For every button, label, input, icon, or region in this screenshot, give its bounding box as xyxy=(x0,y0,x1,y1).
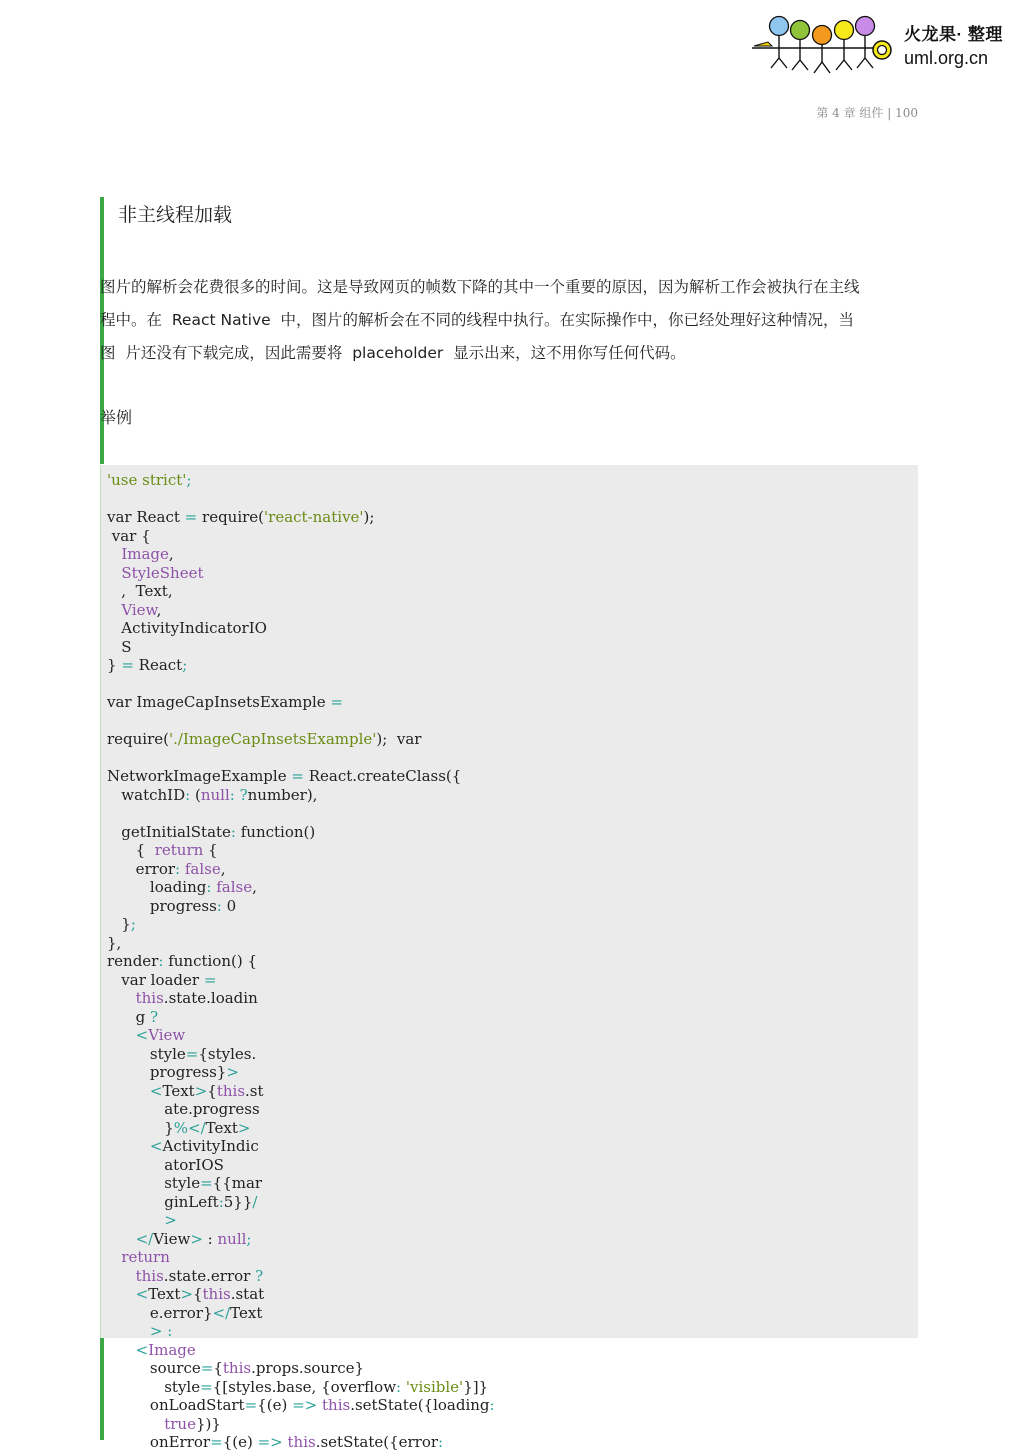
code-line xyxy=(107,1156,495,1175)
code-line xyxy=(107,1211,495,1230)
code-token: ? xyxy=(239,785,248,804)
code-line xyxy=(107,841,495,860)
code-line xyxy=(107,1415,495,1434)
code-line xyxy=(107,638,495,657)
code-token xyxy=(107,1341,136,1359)
code-token: < xyxy=(135,1340,149,1359)
code-token: .props.source} xyxy=(251,1359,365,1377)
code-token: > xyxy=(164,1211,177,1229)
code-token: : xyxy=(202,1229,218,1248)
code-token: > : xyxy=(149,1322,173,1340)
code-token: require( xyxy=(107,730,170,748)
code-line xyxy=(107,730,495,749)
code-line xyxy=(107,1137,495,1156)
code-token: var loader xyxy=(107,970,204,989)
code-token: e.error} xyxy=(107,1303,213,1322)
code-token: render xyxy=(107,952,159,970)
code-line xyxy=(107,656,495,675)
code-token: return xyxy=(154,841,204,859)
code-token: > xyxy=(226,1063,239,1081)
code-token: View xyxy=(153,1229,191,1248)
code-line xyxy=(107,1378,495,1397)
code-token: error xyxy=(107,859,176,878)
code-token: })} xyxy=(195,1414,221,1433)
code-token: .setState({error xyxy=(315,1433,439,1451)
code-line xyxy=(107,471,495,490)
code-token: S xyxy=(107,637,132,656)
code-line xyxy=(107,1341,495,1360)
code-line xyxy=(107,971,495,990)
code-token xyxy=(107,545,121,563)
code-token: : xyxy=(229,785,235,804)
code-token: source xyxy=(107,1359,201,1377)
code-token: ActivityIndic xyxy=(162,1137,259,1155)
code-token: ActivityIndicatorIO xyxy=(107,619,267,637)
code-token: { xyxy=(192,1285,203,1303)
code-line xyxy=(107,1063,495,1082)
code-line xyxy=(107,527,495,546)
code-token: </ xyxy=(188,1118,206,1137)
code-token: View xyxy=(148,1026,186,1044)
code-token: , xyxy=(220,859,226,878)
code-token: = xyxy=(330,693,344,711)
code-token: Text xyxy=(205,1118,238,1137)
code-token: false xyxy=(184,859,221,878)
code-token: = xyxy=(210,1433,223,1451)
code-token: {(e) xyxy=(257,1396,293,1414)
code-line xyxy=(107,1359,495,1378)
code-token: => xyxy=(257,1433,283,1451)
code-line xyxy=(107,508,495,527)
code-token: {styles. xyxy=(198,1044,257,1063)
code-token: './ImageCapInsetsExample' xyxy=(169,730,377,748)
code-token: ( xyxy=(190,785,201,804)
code-token: < xyxy=(149,1081,163,1100)
code-token: style xyxy=(107,1174,201,1192)
code-token: .stat xyxy=(230,1285,265,1303)
code-token: onError xyxy=(107,1433,211,1451)
code-token: = xyxy=(200,1359,214,1377)
code-token: ? xyxy=(255,1266,264,1285)
code-token xyxy=(107,601,121,619)
code-token: > xyxy=(190,1229,203,1248)
code-token xyxy=(107,1248,121,1266)
code-token: > xyxy=(180,1285,193,1303)
code-token: ; xyxy=(130,915,136,933)
code-line xyxy=(107,712,495,731)
code-token: : xyxy=(489,1396,495,1414)
code-token: = xyxy=(184,508,198,526)
code-token: this xyxy=(135,1266,164,1285)
code-token: => xyxy=(292,1396,318,1414)
code-line xyxy=(107,989,495,1008)
code-token xyxy=(107,1082,150,1100)
code-line xyxy=(107,601,495,620)
code-token xyxy=(107,1230,136,1248)
code-token: ; xyxy=(182,656,188,674)
code-token: </ xyxy=(135,1229,154,1248)
code-line xyxy=(107,1230,495,1249)
code-token: < xyxy=(149,1137,163,1155)
code-token: .state.loadin xyxy=(163,989,258,1007)
code-token: progress} xyxy=(107,1063,227,1081)
code-token: null xyxy=(200,785,230,804)
code-token: NetworkImageExample xyxy=(107,767,292,785)
code-line xyxy=(107,1045,495,1064)
code-token: .st xyxy=(245,1081,264,1100)
code-token: function() xyxy=(235,822,316,841)
code-token xyxy=(107,989,136,1007)
code-token: var ImageCapInsetsExample xyxy=(107,693,331,711)
code-line xyxy=(107,582,495,601)
code-line xyxy=(107,1193,495,1212)
code-token: atorIOS xyxy=(107,1155,224,1174)
code-token: { xyxy=(207,1081,217,1100)
code-line xyxy=(107,564,495,583)
code-token: 0 xyxy=(221,896,237,915)
code-token: : xyxy=(206,878,212,896)
code-token xyxy=(107,1026,136,1044)
code-token: { xyxy=(107,841,155,859)
code-line xyxy=(107,767,495,786)
code-token: : xyxy=(158,952,164,970)
code-token: style xyxy=(107,1044,186,1063)
code-line xyxy=(107,1100,495,1119)
code-token: this xyxy=(322,1396,351,1414)
code-token xyxy=(107,1267,136,1285)
code-token: : xyxy=(216,896,222,915)
code-token: = xyxy=(185,1044,199,1063)
code-token: = xyxy=(200,1377,213,1396)
code-token: < xyxy=(135,1026,149,1044)
code-token xyxy=(107,1415,164,1433)
code-line xyxy=(107,1285,495,1304)
code-token: StyleSheet xyxy=(121,563,204,582)
code-line xyxy=(107,1248,495,1267)
code-token: progress xyxy=(107,896,217,915)
code-token: {{mar xyxy=(212,1174,263,1192)
code-token: ate.progress xyxy=(107,1100,260,1118)
code-line xyxy=(107,897,495,916)
code-token: } xyxy=(107,1118,174,1137)
code-token: React.createClass({ xyxy=(303,767,462,785)
paragraph-line: 图片的解析会花费很多的时间。这是导致网页的帧数下降的其中一个重要的原因，因为解析工作会被执行在主线 xyxy=(100,278,860,296)
code-line xyxy=(107,490,495,509)
code-token: function() { xyxy=(163,952,257,970)
code-line xyxy=(107,786,495,805)
code-token: var { xyxy=(107,526,151,545)
code-line xyxy=(107,1026,495,1045)
code-token: watchID xyxy=(107,785,186,804)
code-token: number), xyxy=(247,785,318,804)
code-line xyxy=(107,823,495,842)
code-token: this xyxy=(216,1081,246,1100)
code-line xyxy=(107,675,495,694)
code-token: return xyxy=(121,1248,170,1266)
code-token: 'react-native' xyxy=(264,508,364,526)
code-token: getInitialState xyxy=(107,822,231,841)
code-token: React xyxy=(133,656,183,674)
code-token xyxy=(107,564,121,582)
code-token: ); xyxy=(363,508,375,526)
code-token: 'use strict' xyxy=(107,471,187,489)
code-token: this xyxy=(287,1433,316,1451)
code-token xyxy=(107,1285,136,1303)
code-line xyxy=(107,1433,495,1452)
code-line xyxy=(107,693,495,712)
code-token: { xyxy=(213,1359,223,1377)
code-line xyxy=(107,619,495,638)
code-token: }]} xyxy=(463,1377,489,1396)
logo-url: uml.org.cn xyxy=(904,48,989,68)
code-block xyxy=(107,471,495,1452)
code-line xyxy=(107,934,495,953)
code-line xyxy=(107,878,495,897)
code-token: , xyxy=(168,545,174,563)
code-token: , Text, xyxy=(107,582,173,600)
code-token: require( xyxy=(197,508,265,526)
code-token xyxy=(107,1211,164,1229)
code-token: .setState({loading xyxy=(350,1396,490,1414)
code-token: onLoadStart xyxy=(107,1396,245,1414)
code-token: : xyxy=(218,1192,224,1211)
code-token: = xyxy=(200,1174,213,1192)
code-token xyxy=(107,1322,150,1340)
code-token: this xyxy=(222,1359,252,1377)
paragraph-line: 图 片还没有下载完成，因此需要将 placeholder 显示出来，这不用你写任何代码。 xyxy=(100,344,686,362)
code-token: Image xyxy=(148,1340,196,1359)
code-token: = xyxy=(203,970,217,989)
code-token: }, xyxy=(107,933,122,952)
code-token: </ xyxy=(212,1303,231,1322)
code-token: g xyxy=(107,1007,150,1026)
code-token: .state.error xyxy=(163,1266,256,1285)
code-line xyxy=(107,1396,495,1415)
code-token: } xyxy=(107,915,131,933)
code-token: {(e) xyxy=(222,1433,258,1451)
paragraph-line: 程中。在 React Native 中，图片的解析会在不同的线程中执行。在实际操作中，你已经处理好这种情况，当 xyxy=(100,311,855,329)
code-token: {[styles.base, {overflow xyxy=(212,1377,397,1396)
code-token: > xyxy=(237,1118,251,1137)
body-paragraph xyxy=(100,271,915,370)
code-token: 'visible' xyxy=(405,1377,464,1396)
code-line xyxy=(107,1174,495,1193)
code-token: > xyxy=(194,1081,208,1100)
code-token: % xyxy=(173,1118,189,1137)
code-line xyxy=(107,915,495,934)
code-token: / xyxy=(252,1192,258,1211)
code-line xyxy=(107,952,495,971)
code-line xyxy=(107,1082,495,1101)
code-token: Text xyxy=(230,1303,263,1322)
code-token: this xyxy=(202,1285,231,1303)
code-token: ginLeft xyxy=(107,1192,219,1211)
code-token: Text xyxy=(148,1285,181,1303)
code-line xyxy=(107,1322,495,1341)
code-token: ; xyxy=(186,471,192,489)
code-token: = xyxy=(244,1396,258,1414)
section-accent-bar-lower xyxy=(100,1338,104,1440)
code-token: var React xyxy=(107,508,185,526)
code-token: ; xyxy=(246,1229,252,1248)
code-token: < xyxy=(135,1285,149,1303)
code-token: false xyxy=(216,878,253,896)
code-token: } xyxy=(107,656,122,674)
example-label: 举例 xyxy=(100,408,133,427)
running-head: 第 4 章 组件 | 100 xyxy=(816,106,918,120)
code-line xyxy=(107,1008,495,1027)
code-token: : xyxy=(438,1433,444,1451)
code-token: Image xyxy=(121,545,169,563)
code-line xyxy=(107,749,495,768)
code-token: : xyxy=(230,822,236,841)
code-line xyxy=(107,1267,495,1286)
code-token: style xyxy=(107,1377,201,1396)
logo-title: 火龙果· 整理 xyxy=(904,25,1003,44)
code-token: ); var xyxy=(376,730,422,748)
code-token: true xyxy=(164,1414,196,1433)
code-token: View xyxy=(121,600,157,619)
code-token: ? xyxy=(149,1007,159,1026)
code-line xyxy=(107,545,495,564)
code-line xyxy=(107,1304,495,1323)
code-token: : xyxy=(396,1377,402,1396)
code-token: 5}} xyxy=(223,1192,253,1211)
site-logo xyxy=(750,12,1012,76)
code-token: : xyxy=(185,785,191,804)
code-token: this xyxy=(135,989,164,1007)
code-token xyxy=(107,1137,150,1155)
code-token: : xyxy=(175,859,181,878)
code-token: loading xyxy=(107,878,207,896)
stick-figures-logo-icon xyxy=(750,12,900,76)
code-token: = xyxy=(291,767,304,785)
code-token: , xyxy=(156,600,162,619)
code-token: Text xyxy=(162,1081,195,1100)
code-line xyxy=(107,1119,495,1138)
code-line xyxy=(107,804,495,823)
code-token: , xyxy=(252,878,257,896)
code-token: = xyxy=(121,656,134,674)
section-title: 非主线程加载 xyxy=(118,204,233,226)
code-token: { xyxy=(203,841,218,859)
code-token: null xyxy=(217,1229,247,1248)
code-line xyxy=(107,860,495,879)
